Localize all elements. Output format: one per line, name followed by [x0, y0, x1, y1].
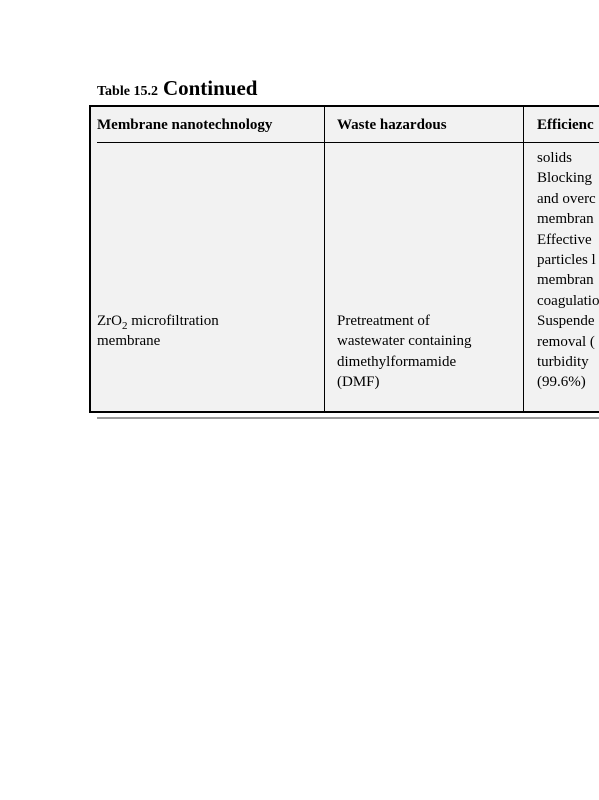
- chemical-formula-subscript: 2: [122, 320, 128, 332]
- cell-line: (DMF): [337, 374, 380, 391]
- column-divider: [523, 107, 524, 411]
- cell-line: membrane: [97, 333, 161, 350]
- cell-line: Blocking: [537, 170, 592, 187]
- cell-line: (99.6%): [537, 374, 586, 391]
- cell-text: microfiltration: [127, 313, 219, 329]
- cell-line: and overc: [537, 190, 596, 207]
- cell-line: wastewater containing: [337, 333, 472, 350]
- cell-line: membran: [537, 211, 594, 228]
- cell-line: particles l: [537, 251, 596, 268]
- column-header-efficiency: Efficienc: [537, 117, 594, 133]
- cell-line: membran: [537, 272, 594, 289]
- table-cell-efficiency: [537, 148, 599, 393]
- cell-line: removal (: [537, 333, 595, 350]
- table-cell-waste: [337, 311, 472, 393]
- cell-line: dimethylformamide: [337, 353, 457, 370]
- table-title: Continued: [162, 76, 258, 100]
- column-header-waste-hazardous: Waste hazardous: [337, 117, 447, 133]
- cell-line: coagulatio: [537, 292, 599, 309]
- table-bottom-rule: [97, 417, 599, 419]
- table-caption: [97, 76, 257, 101]
- cell-line: turbidity: [537, 353, 589, 370]
- column-divider: [324, 107, 325, 411]
- table-number: Table 15.2: [97, 84, 158, 99]
- cell-line: solids: [537, 150, 573, 166]
- table-cell-membrane: [97, 311, 219, 352]
- chemical-formula-base: ZrO: [97, 313, 122, 329]
- cell-line: Suspende: [537, 313, 595, 330]
- cell-line: Effective: [537, 231, 592, 248]
- column-header-membrane-nanotechnology: Membrane nanotechnology: [97, 117, 273, 133]
- cell-line: Pretreatment of: [337, 313, 430, 329]
